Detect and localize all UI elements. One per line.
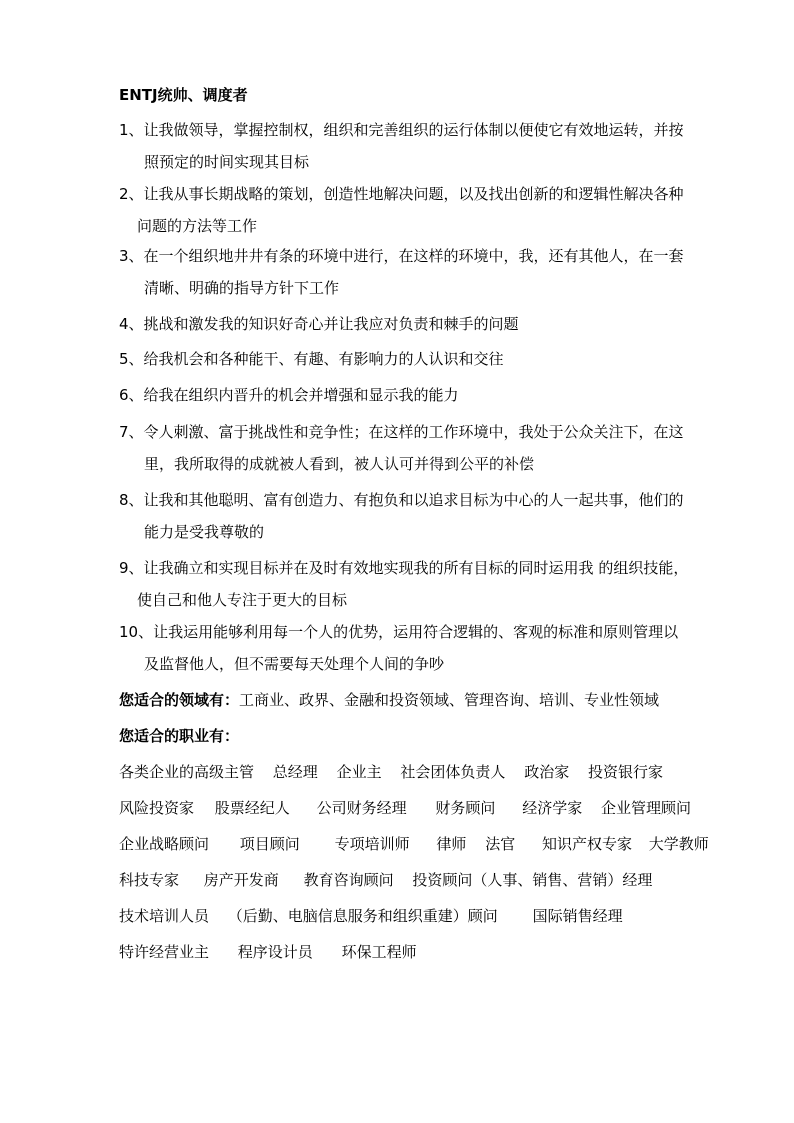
list-item-continuation: 清晰、明确的指导方针下工作 (144, 279, 340, 297)
career-item: （后勤、电脑信息服务和组织重建）顾问 (227, 907, 498, 925)
career-item: 股票经纪人 (214, 799, 290, 817)
career-item: 经济学家 (522, 799, 583, 817)
list-item (119, 484, 684, 548)
career-item: 特许经营业主 (119, 943, 210, 961)
list-item-continuation: 里，我所取得的成就被人看到，被人认可并得到公平的补偿 (144, 455, 535, 473)
career-item: 大学教师 (648, 835, 709, 853)
careers-row (119, 900, 623, 932)
career-item: 项目顾问 (239, 835, 300, 853)
career-item: 公司财务经理 (316, 799, 407, 817)
list-item-continuation: 能力是受我尊敬的 (144, 523, 265, 541)
list-item-continuation: 照预定的时间实现其目标 (144, 153, 310, 171)
career-item: 总经理 (272, 763, 318, 781)
career-item: 企业主 (336, 763, 382, 781)
career-item: 政治家 (524, 763, 570, 781)
career-item: 律师 (436, 835, 467, 853)
career-item: 专项培训师 (334, 835, 410, 853)
list-item (119, 416, 684, 480)
career-item: 社会团体负责人 (400, 763, 506, 781)
list-item (119, 308, 519, 340)
career-item: 法官 (485, 835, 516, 853)
careers-row (119, 756, 663, 788)
career-item: 各类企业的高级主管 (119, 763, 255, 781)
list-item (119, 114, 684, 178)
career-item: 财务顾问 (435, 799, 496, 817)
career-item: 知识产权专家 (541, 835, 632, 853)
list-item (119, 616, 678, 680)
list-item-line: 2、让我从事长期战略的策划，创造性地解决问题，以及找出创新的和逻辑性解决各种 (119, 185, 684, 203)
list-item (119, 240, 684, 304)
list-item-continuation: 问题的方法等工作 (137, 217, 258, 235)
career-item: 科技专家 (119, 871, 180, 889)
list-item-line: 7、令人刺激、富于挑战性和竞争性；在这样的工作环境中，我处于公众关注下，在这 (119, 423, 684, 441)
fields-text: 工商业、政界、金融和投资领域、管理咨询、培训、专业性领域 (239, 691, 660, 709)
suitable-fields (119, 684, 659, 716)
careers-label: 您适合的职业有： (119, 727, 240, 745)
career-item: 企业管理顾问 (600, 799, 691, 817)
career-item: 风险投资家 (119, 799, 195, 817)
list-item-line: 10、让我运用能够利用每一个人的优势，运用符合逻辑的、客观的标准和原则管理以 (119, 623, 679, 641)
list-item-continuation: 及监督他人，但不需要每天处理个人间的争吵 (144, 655, 445, 673)
career-item: 教育咨询顾问 (303, 871, 394, 889)
career-item: 技术培训人员 (119, 907, 210, 925)
careers-row (119, 792, 691, 824)
list-item-line: 9、让我确立和实现目标并在及时有效地实现我的所有目标的同时运用我 的组织技能， (119, 559, 689, 577)
fields-label: 您适合的领域有： (119, 691, 240, 709)
list-item-line: 8、让我和其他聪明、富有创造力、有抱负和以追求目标为中心的人一起共事，他们的 (119, 491, 684, 509)
list-item (119, 379, 459, 411)
careers-row (119, 936, 417, 968)
list-item-line: 6、给我在组织内晋升的机会并增强和显示我的能力 (119, 386, 459, 404)
careers-row (119, 864, 652, 896)
list-item (119, 343, 504, 375)
list-item-continuation: 使自己和他人专注于更大的目标 (137, 591, 348, 609)
career-item: 企业战略顾问 (119, 835, 210, 853)
careers-row (119, 828, 709, 860)
page-title: ENTJ统帅、调度者 (119, 86, 248, 104)
list-item-line: 1、让我做领导，掌握控制权，组织和完善组织的运行体制以便使它有效地运转，并按 (119, 121, 684, 139)
list-item (119, 178, 684, 242)
career-item: 程序设计员 (237, 943, 313, 961)
list-item-line: 3、在一个组织地井井有条的环境中进行，在这样的环境中，我，还有其他人，在一套 (119, 247, 684, 265)
career-item: 国际销售经理 (532, 907, 623, 925)
career-item: 投资银行家 (587, 763, 663, 781)
career-item: 环保工程师 (341, 943, 417, 961)
list-item (119, 552, 688, 616)
list-item-line: 4、挑战和激发我的知识好奇心并让我应对负责和棘手的问题 (119, 315, 519, 333)
career-item: 房产开发商 (203, 871, 279, 889)
list-item-line: 5、给我机会和各种能干、有趣、有影响力的人认识和交往 (119, 350, 504, 368)
career-item: 投资顾问（人事、销售、营销）经理 (412, 871, 653, 889)
